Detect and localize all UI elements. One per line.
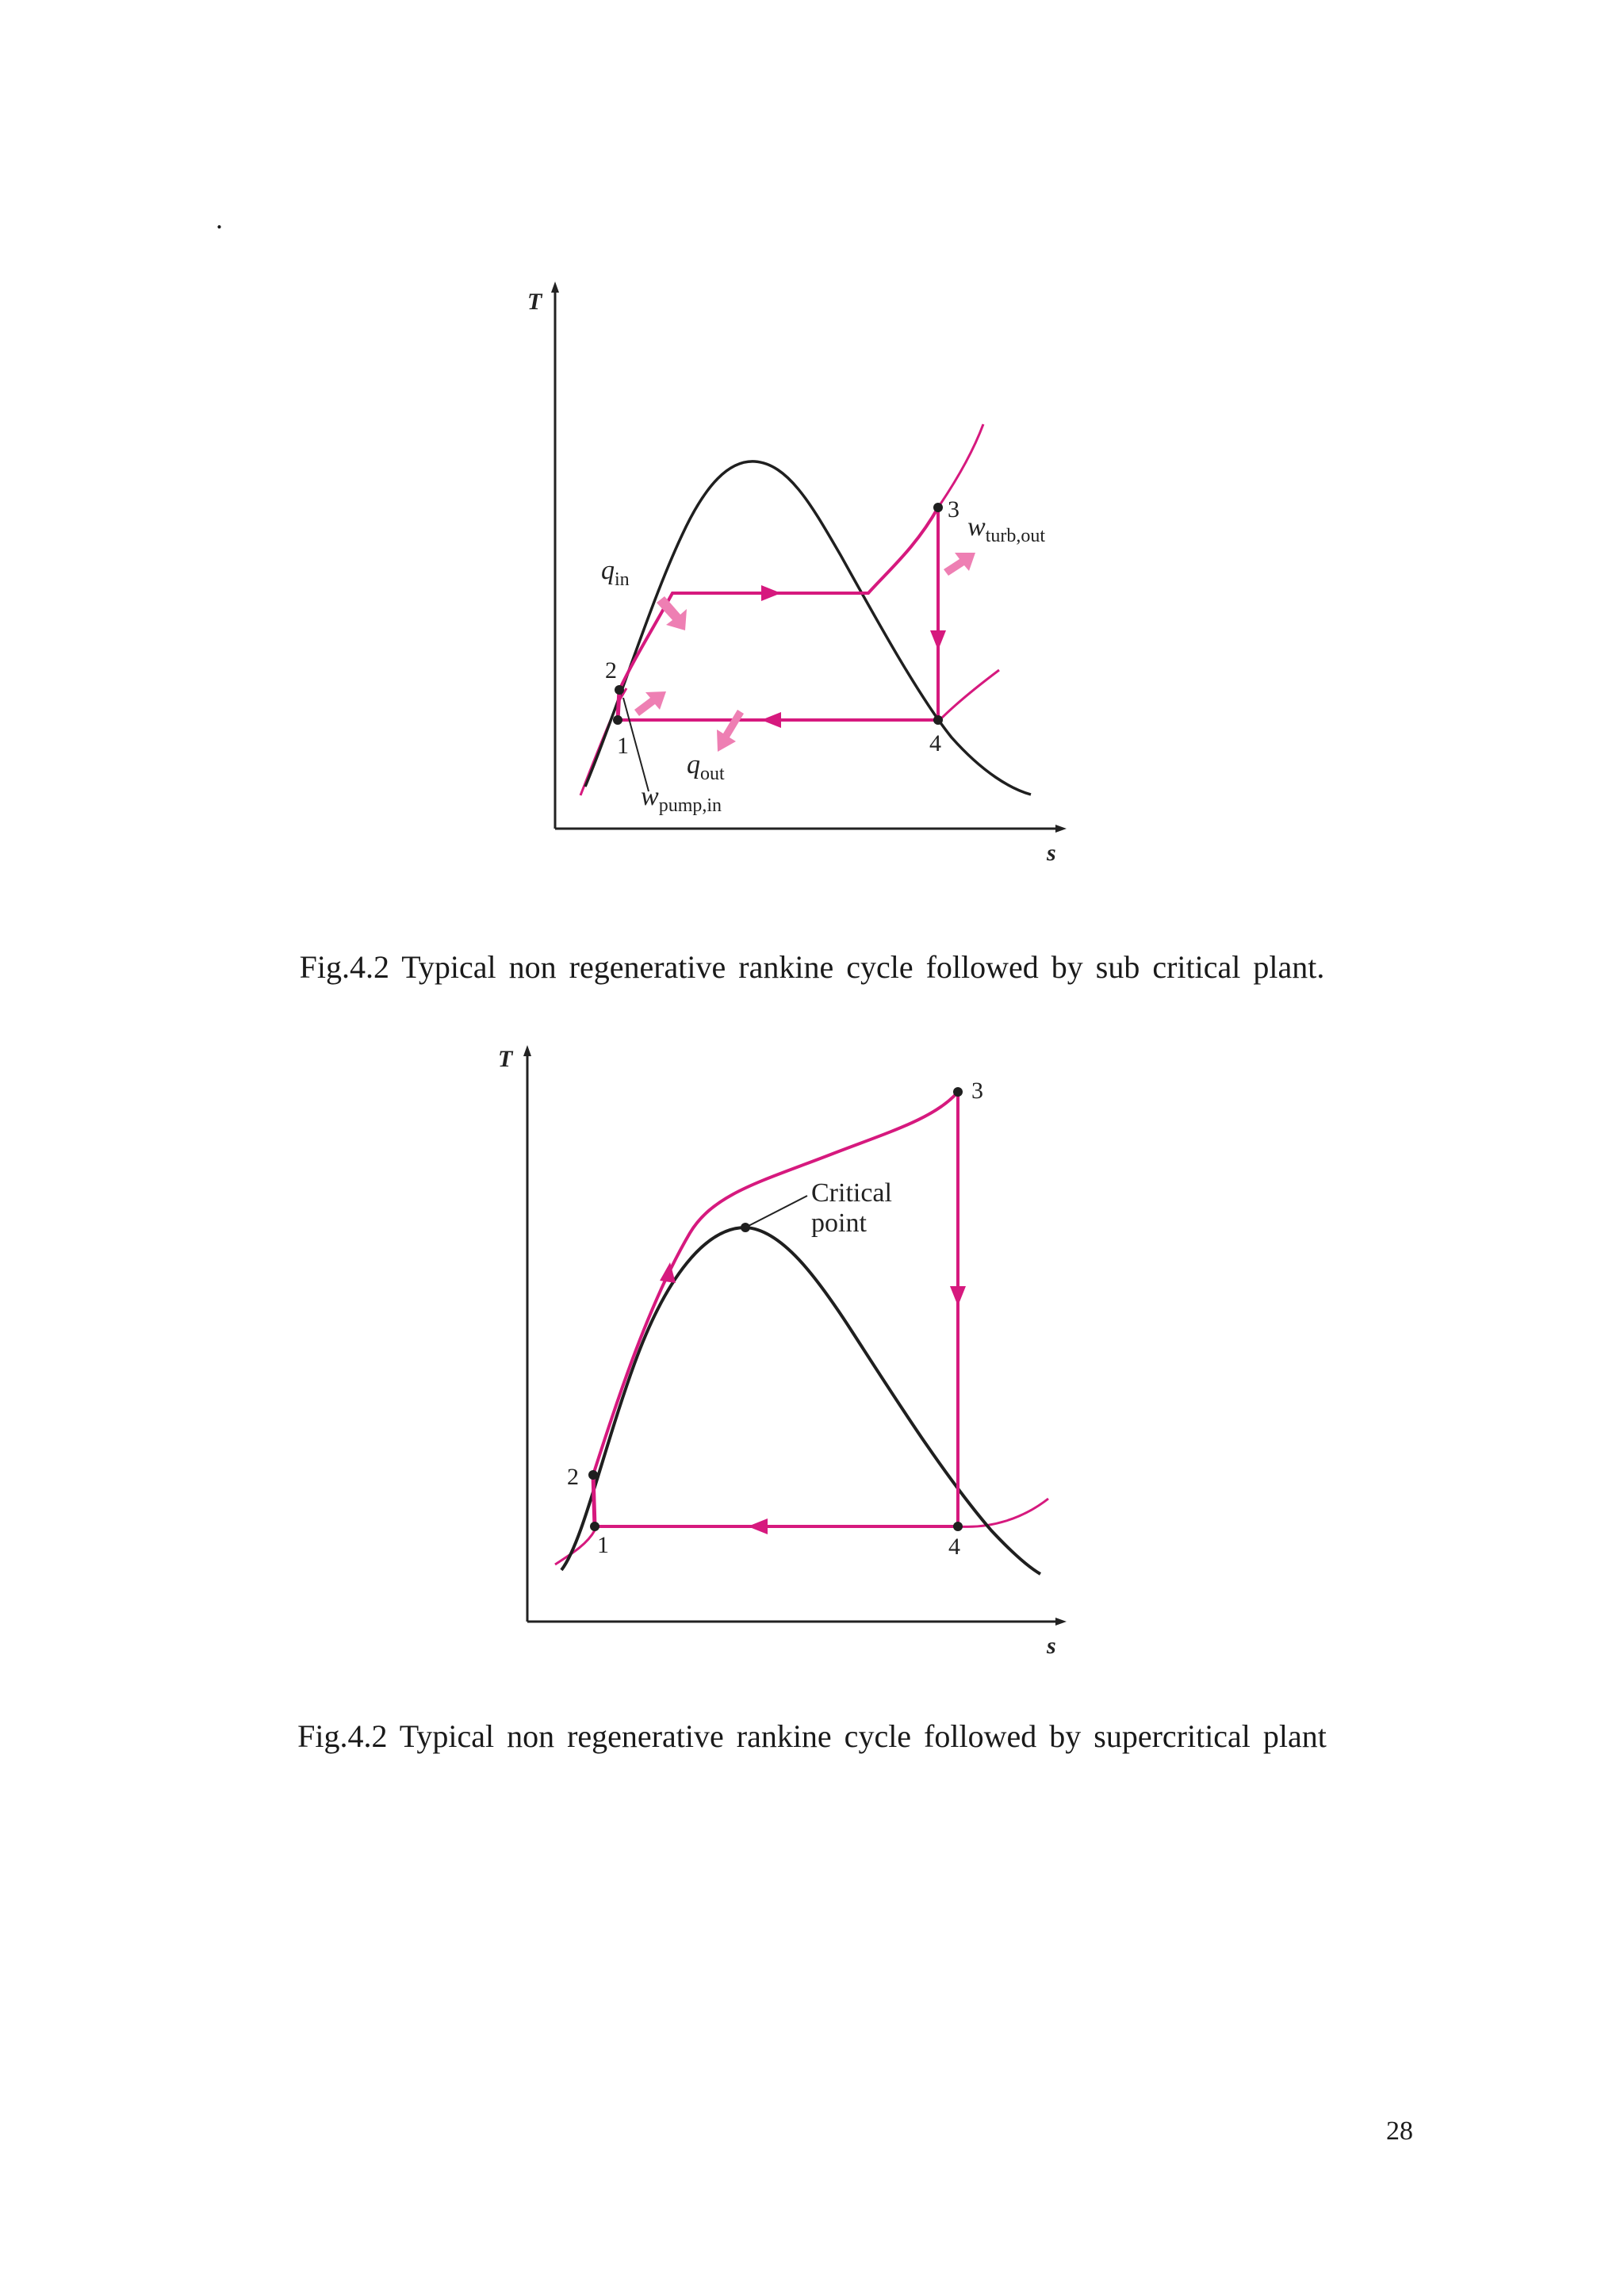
high-pressure-line-right <box>938 424 983 507</box>
state-point-1 <box>590 1522 599 1531</box>
ts-diagram-subcritical <box>0 0 1624 872</box>
saturation-dome <box>561 1227 1040 1574</box>
w-turb-arrow <box>944 553 975 576</box>
x-axis-label: s <box>1047 840 1056 866</box>
critical-point-label-2: point <box>811 1208 867 1238</box>
process-2-3 <box>619 507 938 690</box>
state-label-3: 3 <box>948 496 959 523</box>
state-label-2: 2 <box>605 657 617 684</box>
figure-caption-subcritical: Fig.4.2 Typical non regenerative rankine cycle followed by sub critical plant. <box>299 949 1325 985</box>
state-point-2 <box>588 1470 598 1480</box>
state-label-3: 3 <box>971 1078 983 1104</box>
critical-point-label: Critical <box>811 1178 892 1208</box>
y-axis-label: T <box>527 289 542 315</box>
w-turb-out-label: $w_{turb,out}$ <box>967 512 1046 546</box>
page-number: 28 <box>1386 2116 1413 2146</box>
state-label-1: 1 <box>597 1532 609 1558</box>
arrow-4-1 <box>761 712 781 728</box>
process-2-3 <box>593 1092 958 1475</box>
w-pump-in-label: $w_{pump,in}$ <box>641 782 722 816</box>
state-point-3 <box>953 1087 963 1097</box>
low-pressure-line-right <box>940 670 999 720</box>
arrow-3-4 <box>930 630 946 650</box>
q-in-label: $q_{in}$ <box>601 556 630 590</box>
y-axis-label: T <box>498 1046 513 1072</box>
process-1-2 <box>593 1475 595 1526</box>
state-point-1 <box>613 715 622 725</box>
arrow-4-1 <box>748 1518 768 1534</box>
arrow-2-3 <box>761 585 781 601</box>
stray-mark: . <box>216 203 223 235</box>
figure-subcritical <box>0 0 1624 872</box>
arrow-3-4 <box>950 1286 966 1306</box>
state-label-4: 4 <box>929 730 941 756</box>
q-out-arrow <box>717 710 744 752</box>
state-point-4 <box>953 1522 963 1531</box>
low-pressure-line-right <box>958 1499 1048 1526</box>
state-label-4: 4 <box>948 1534 960 1560</box>
state-label-2: 2 <box>567 1464 579 1490</box>
w-pump-arrow <box>634 691 666 716</box>
figure-caption-supercritical: Fig.4.2 Typical non regenerative rankine cycle followed by supercritical plant <box>297 1718 1327 1754</box>
state-label-1: 1 <box>617 733 629 759</box>
state-point-2 <box>615 685 624 695</box>
x-axis-label: s <box>1047 1633 1056 1659</box>
q-out-label: $q_{out}$ <box>687 750 725 784</box>
state-point-3 <box>933 503 943 512</box>
ts-diagram-supercritical <box>0 1031 1624 1665</box>
figure-supercritical <box>0 1031 1624 1665</box>
critical-point-leader <box>745 1196 807 1227</box>
state-point-4 <box>933 715 943 725</box>
